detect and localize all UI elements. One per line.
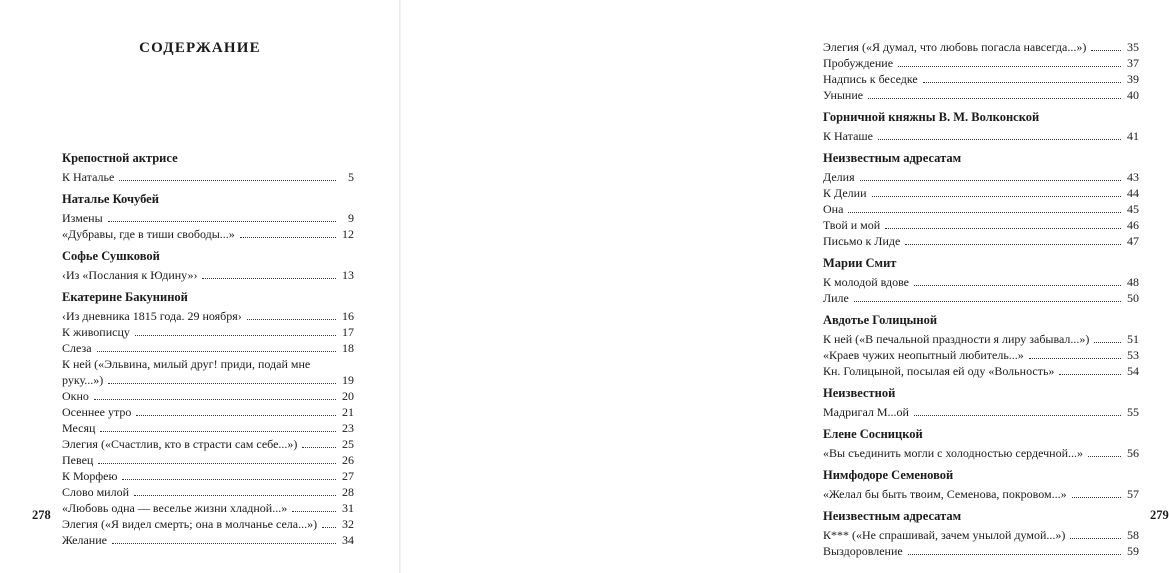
right-page — [400, 0, 1169, 573]
entry-title: К ней («Эльвина, милый друг! приди, подай мне — [62, 357, 311, 371]
dot-leader — [1072, 497, 1121, 498]
dot-leader — [868, 98, 1121, 99]
dot-leader — [98, 463, 336, 464]
entry-page-number: 35 — [1127, 40, 1139, 54]
entry-page-number: 5 — [348, 170, 354, 184]
entry-title: Делия — [823, 170, 855, 184]
entry-page-number: 56 — [1127, 446, 1139, 460]
toc-right — [823, 39, 1139, 565]
section-heading: Неизвестным адресатам — [823, 151, 962, 165]
entry-page-number: 31 — [342, 501, 354, 515]
entry-page-number: 13 — [342, 268, 354, 282]
entry-title: Твой и мой — [823, 218, 881, 232]
dot-leader — [302, 447, 336, 448]
entry-page-number: 57 — [1127, 487, 1139, 501]
toc-entry[interactable] — [823, 169, 1139, 185]
dot-leader — [1088, 456, 1121, 457]
dot-leader — [247, 319, 336, 320]
entry-title: Она — [823, 202, 844, 216]
section-heading: Нимфодоре Семеновой — [823, 468, 954, 482]
entry-page-number: 16 — [342, 309, 354, 323]
entry-title: Окно — [62, 389, 89, 403]
section-heading: Неизвестной — [823, 386, 896, 400]
dot-leader — [914, 285, 1121, 286]
entry-title: Уныние — [823, 88, 864, 102]
page-number-right: 279 — [1150, 508, 1169, 522]
entry-page-number: 28 — [342, 485, 354, 499]
entry-title: «Дубравы, где в тиши свободы...» — [62, 227, 235, 241]
toc-section — [62, 150, 354, 185]
section-heading: Елене Сосницкой — [823, 427, 923, 441]
toc-entry[interactable] — [62, 452, 354, 468]
dot-leader — [135, 335, 336, 336]
section-heading: Авдотье Голицыной — [823, 313, 938, 327]
toc-entry[interactable] — [823, 55, 1139, 71]
entry-title-continued: руку...») — [62, 373, 104, 387]
entry-page-number: 12 — [342, 227, 354, 241]
toc-entry[interactable] — [823, 274, 1139, 290]
toc-entry[interactable] — [823, 290, 1139, 306]
dot-leader — [898, 66, 1121, 67]
entry-title: К*** («Не спрашивай, зачем унылой думой...») — [823, 528, 1066, 542]
entry-page-number: 50 — [1127, 291, 1139, 305]
dot-leader — [872, 196, 1122, 197]
toc-entry[interactable] — [823, 486, 1139, 502]
dot-leader — [1029, 358, 1121, 359]
entry-page-number: 43 — [1127, 170, 1139, 184]
dot-leader — [122, 479, 336, 480]
entry-title: ‹Из «Послания к Юдину»› — [62, 268, 198, 282]
toc-entry[interactable] — [823, 87, 1139, 103]
entry-page-number: 45 — [1127, 202, 1139, 216]
toc-section — [62, 248, 354, 283]
entry-title: «Любовь одна — веселье жизни хладной...» — [62, 501, 288, 515]
dot-leader — [134, 495, 336, 496]
entry-title: Элегия («Счастлив, кто в страсти сам себе...») — [62, 437, 298, 451]
entry-page-number: 55 — [1127, 405, 1139, 419]
toc-entry[interactable] — [62, 210, 354, 226]
entry-title: Письмо к Лиде — [823, 234, 901, 248]
toc-entry[interactable] — [62, 226, 354, 242]
entry-page-number: 41 — [1127, 129, 1139, 143]
dot-leader — [202, 278, 336, 279]
entry-page-number: 18 — [342, 341, 354, 355]
entry-title: К Наталье — [62, 170, 115, 184]
entry-page-number: 51 — [1127, 332, 1139, 346]
entry-page-number: 21 — [342, 405, 354, 419]
entry-title: Выздоровление — [823, 544, 903, 558]
entry-title: «Краев чужих неопытный любитель...» — [823, 348, 1024, 362]
toc-entry[interactable] — [62, 420, 354, 436]
dot-leader — [94, 399, 336, 400]
toc-section — [823, 255, 1139, 306]
toc-entry[interactable] — [62, 267, 354, 283]
toc-entry[interactable] — [62, 468, 354, 484]
toc-entry[interactable] — [823, 233, 1139, 249]
toc-entry[interactable] — [823, 201, 1139, 217]
toc-entry[interactable] — [823, 404, 1139, 420]
entry-title: Измены — [62, 211, 103, 225]
toc-entry[interactable] — [62, 388, 354, 404]
toc-entry[interactable] — [62, 484, 354, 500]
entry-title: К молодой вдове — [823, 275, 910, 289]
entry-page-number: 34 — [342, 533, 354, 547]
dot-leader — [923, 82, 1121, 83]
entry-page-number: 40 — [1127, 88, 1139, 102]
section-heading: Горничной княжны В. М. Волконской — [823, 110, 1040, 124]
entry-title: Певец — [62, 453, 94, 467]
toc-entry[interactable] — [62, 308, 354, 324]
dot-leader — [1091, 50, 1121, 51]
dot-leader — [878, 139, 1121, 140]
toc-section — [823, 508, 1139, 559]
section-heading: Софье Сушковой — [62, 249, 160, 263]
entry-title: Элегия («Я думал, что любовь погасла навсегда...») — [823, 40, 1087, 54]
left-page — [0, 0, 400, 573]
dot-leader — [97, 351, 336, 352]
dot-leader — [108, 383, 336, 384]
toc-entry[interactable] — [823, 217, 1139, 233]
toc-entry[interactable] — [823, 128, 1139, 144]
dot-leader — [848, 212, 1121, 213]
toc-entry[interactable] — [62, 340, 354, 356]
dot-leader — [905, 244, 1121, 245]
dot-leader — [108, 221, 336, 222]
dot-leader — [136, 415, 336, 416]
dot-leader — [322, 527, 336, 528]
toc-entry[interactable] — [823, 527, 1139, 543]
dot-leader — [240, 237, 336, 238]
page-title: СОДЕРЖАНИЕ — [139, 40, 261, 56]
entry-page-number: 32 — [342, 517, 354, 531]
toc-section — [823, 467, 1139, 502]
entry-page-number: 9 — [348, 211, 354, 225]
dot-leader — [860, 180, 1121, 181]
toc-entry[interactable] — [823, 445, 1139, 461]
section-heading: Неизвестным адресатам — [823, 509, 962, 523]
toc-entry[interactable] — [823, 39, 1139, 55]
entry-title: К живописцу — [62, 325, 130, 339]
dot-leader — [119, 180, 336, 181]
toc-entry[interactable] — [823, 185, 1139, 201]
toc-section — [823, 312, 1139, 379]
toc-section — [823, 39, 1139, 103]
dot-leader — [854, 301, 1121, 302]
entry-page-number: 23 — [342, 421, 354, 435]
section-heading: Екатерине Бакуниной — [62, 290, 188, 304]
section-heading: Наталье Кочубей — [62, 192, 159, 206]
entry-page-number: 17 — [342, 325, 354, 339]
entry-page-number: 25 — [342, 437, 354, 451]
entry-title: К Морфею — [62, 469, 118, 483]
toc-entry[interactable] — [62, 500, 354, 516]
entry-title: Элегия («Я видел смерть; она в молчанье села...») — [62, 517, 318, 531]
toc-entry[interactable] — [62, 404, 354, 420]
section-heading: Крепостной актрисе — [62, 151, 178, 165]
toc-entry[interactable] — [823, 363, 1139, 379]
toc-section — [823, 150, 1139, 249]
section-heading: Марии Смит — [823, 256, 897, 270]
entry-page-number: 46 — [1127, 218, 1139, 232]
dot-leader — [100, 431, 336, 432]
entry-title: Слово милой — [62, 485, 130, 499]
entry-title: Надпись к беседке — [823, 72, 918, 86]
toc-section — [823, 385, 1139, 420]
entry-title: Слеза — [62, 341, 92, 355]
toc-entry[interactable] — [62, 532, 354, 548]
entry-title: Мадригал М...ой — [823, 405, 909, 419]
dot-leader — [914, 415, 1121, 416]
entry-page-number: 27 — [342, 469, 354, 483]
toc-section — [823, 426, 1139, 461]
toc-entry[interactable] — [823, 347, 1139, 363]
entry-page-number: 19 — [342, 373, 354, 387]
dot-leader — [1094, 342, 1121, 343]
entry-title: «Вы съединить могли с холодностью сердечной...» — [823, 446, 1084, 460]
entry-title: Пробуждение — [823, 56, 894, 70]
toc-entry[interactable] — [62, 324, 354, 340]
entry-title: К Делии — [823, 186, 867, 200]
toc-section — [62, 191, 354, 242]
entry-page-number: 53 — [1127, 348, 1139, 362]
entry-page-number: 48 — [1127, 275, 1139, 289]
dot-leader — [112, 543, 336, 544]
entry-page-number: 26 — [342, 453, 354, 467]
entry-page-number: 47 — [1127, 234, 1139, 248]
entry-title: Лиле — [823, 291, 849, 305]
toc-entry[interactable] — [823, 543, 1139, 559]
entry-title: Месяц — [62, 421, 96, 435]
toc-entry[interactable] — [62, 169, 354, 185]
toc-entry[interactable] — [62, 356, 354, 388]
entry-title: К ней («В печальной праздности я лиру забывал...») — [823, 332, 1090, 346]
entry-page-number: 58 — [1127, 528, 1139, 542]
dot-leader — [1059, 374, 1121, 375]
toc-entry[interactable] — [823, 331, 1139, 347]
entry-page-number: 44 — [1127, 186, 1139, 200]
toc-section — [62, 289, 354, 548]
entry-page-number: 59 — [1127, 544, 1139, 558]
entry-title: ‹Из дневника 1815 года. 29 ноября› — [62, 309, 242, 323]
entry-title: Кн. Голицыной, посылая ей оду «Вольность» — [823, 364, 1055, 378]
dot-leader — [885, 228, 1121, 229]
toc-entry[interactable] — [62, 516, 354, 532]
entry-title: «Желал бы быть твоим, Семенова, покровом...» — [823, 487, 1067, 501]
entry-title: К Наташе — [823, 129, 873, 143]
entry-page-number: 54 — [1127, 364, 1139, 378]
toc-entry[interactable] — [823, 71, 1139, 87]
entry-title: Желание — [62, 533, 107, 547]
entry-title: Осеннее утро — [62, 405, 132, 419]
entry-page-number: 37 — [1127, 56, 1139, 70]
entry-page-number: 39 — [1127, 72, 1139, 86]
toc-left — [62, 150, 354, 554]
dot-leader — [292, 511, 336, 512]
page-number-left: 278 — [32, 508, 51, 522]
dot-leader — [1070, 538, 1121, 539]
dot-leader — [908, 554, 1121, 555]
toc-entry[interactable] — [62, 436, 354, 452]
entry-page-number: 20 — [342, 389, 354, 403]
toc-section — [823, 109, 1139, 144]
